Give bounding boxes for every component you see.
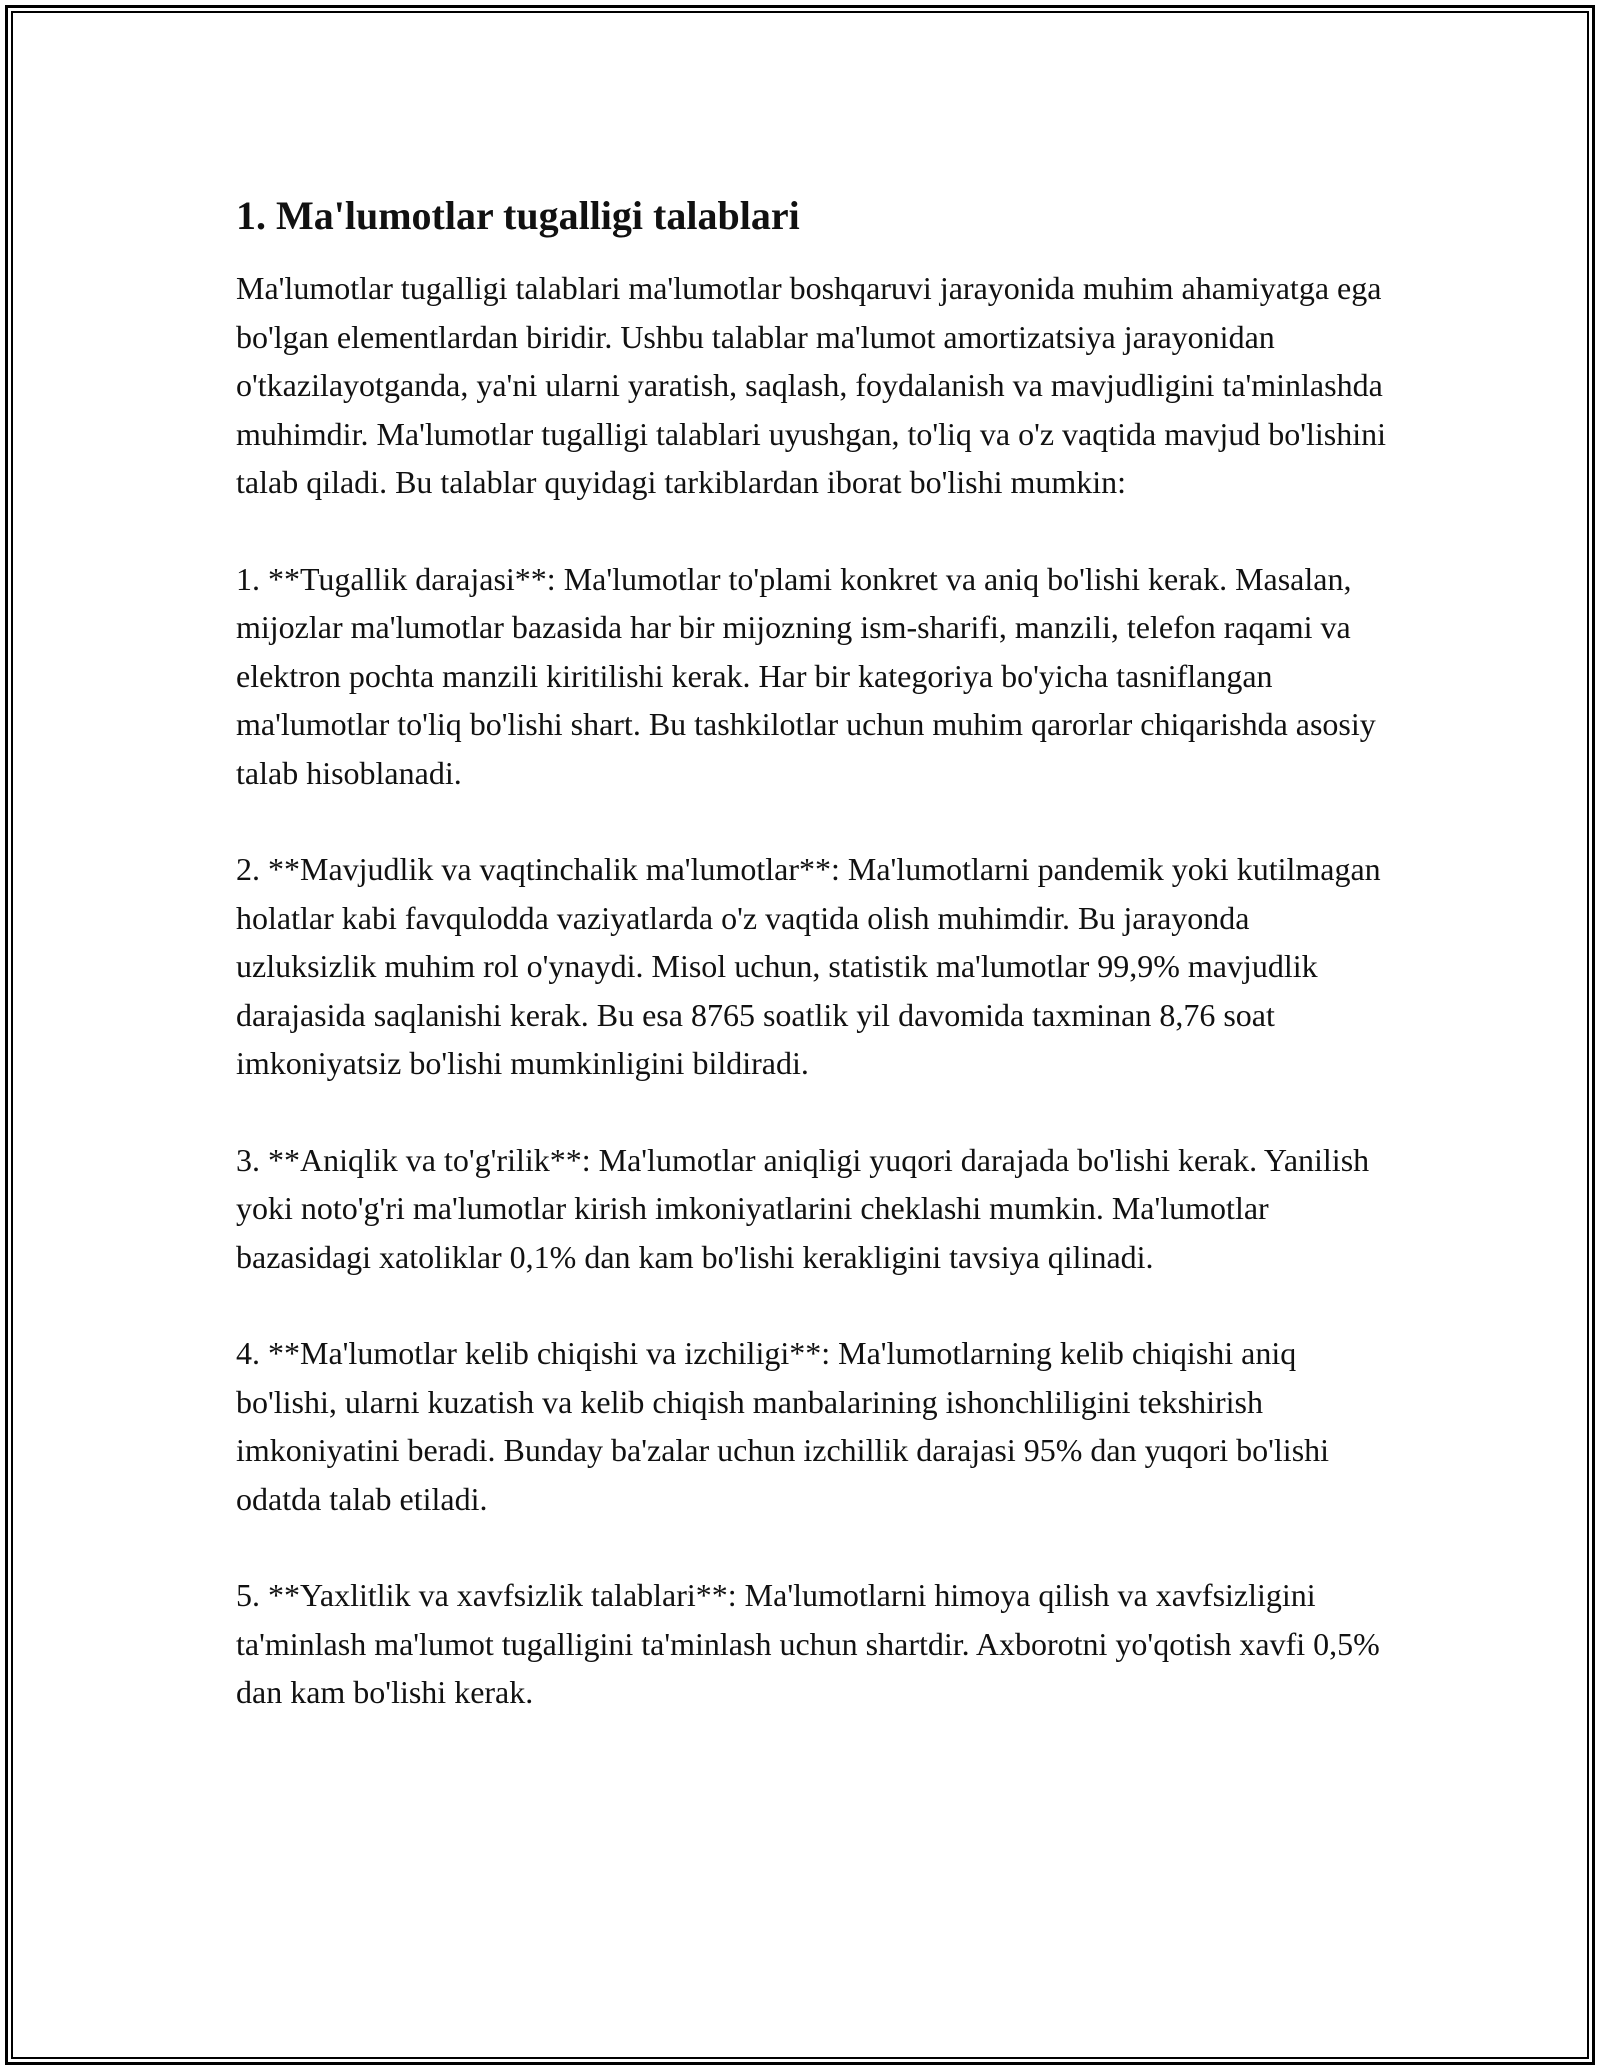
list-item-availability: 2. **Mavjudlik va vaqtinchalik ma'lumotlar**: Ma'lumotlarni pandemik yoki kutilmagan holatlar kabi favqulodda vaziyatlarda o'z vaqtida olish muhimdir. Bu jarayonda uzluksizlik muhim rol o'ynaydi. Misol uchun, statistik ma'lumotlar 99,9% mavjudlik darajasida saqlanishi kerak. Bu esa 8765 soatlik yil davomida taxminan 8,76 soat imkoniyatsiz bo'lishi mumkinligini bildiradi. — [236, 851, 1381, 1081]
list-item-provenance: 4. **Ma'lumotlar kelib chiqishi va izchiligi**: Ma'lumotlarning kelib chiqishi aniq bo'lishi, ularni kuzatish va kelib chiqish manbalarining ishonchliligini tekshirish imkoniyatini beradi. Bunday ba'zalar uchun izchillik darajasi 95% dan yuqori bo'lishi odatda talab etiladi. — [236, 1335, 1330, 1517]
list-item-integrity-security: 5. **Yaxlitlik va xavfsizlik talablari**: Ma'lumotlarni himoya qilish va xavfsizligini ta'minlash ma'lumot tugalligini ta'minlash uchun shartdir. Axborotni yo'qotish xavfi 0,5% dan kam bo'lishi kerak. — [236, 1577, 1380, 1710]
list-item-accuracy: 3. **Aniqlik va to'g'rilik**: Ma'lumotlar aniqligi yuqori darajada bo'lishi kerak. Yanilish yoki noto'g'ri ma'lumotlar kirish imkoniyatlarini cheklashi mumkin. Ma'lumotlar bazasidagi xatoliklar 0,1% dan kam bo'lishi kerakligini tavsiya qilinadi. — [236, 1141, 1370, 1275]
document-body — [236, 190, 1386, 1717]
document-title: 1. Ma'lumotlar tugalligi talablari — [236, 193, 800, 238]
list-item-completeness: 1. **Tugallik darajasi**: Ma'lumotlar to'plami konkret va aniq bo'lishi kerak. Masalan, mijozlar ma'lumotlar bazasida har bir mijozning ism-sharifi, manzili, telefon raqami va elektron pochta manzili kiritilishi kerak. Har bir kategoriya bo'yicha tasniflangan ma'lumotlar to'liq bo'lishi shart. Bu tashkilotlar uchun muhim qarorlar chiqarishda asosiy talab hisoblanadi. — [236, 560, 1376, 791]
intro-paragraph: Ma'lumotlar tugalligi talablari ma'lumotlar boshqaruvi jarayonida muhim ahamiyatga ega bo'lgan elementlardan biridir. Ushbu talablar ma'lumot amortizatsiya jarayonidan o'tkazilayotganda, ya'ni ularni yaratish, saqlash, foydalanish va mavjudligini ta'minlashda muhimdir. Ma'lumotlar tugalligi talablari uyushgan, to'liq va o'z vaqtida mavjud bo'lishini talab qiladi. Bu talablar quyidagi tarkiblardan iborat bo'lishi mumkin: — [236, 270, 1386, 500]
